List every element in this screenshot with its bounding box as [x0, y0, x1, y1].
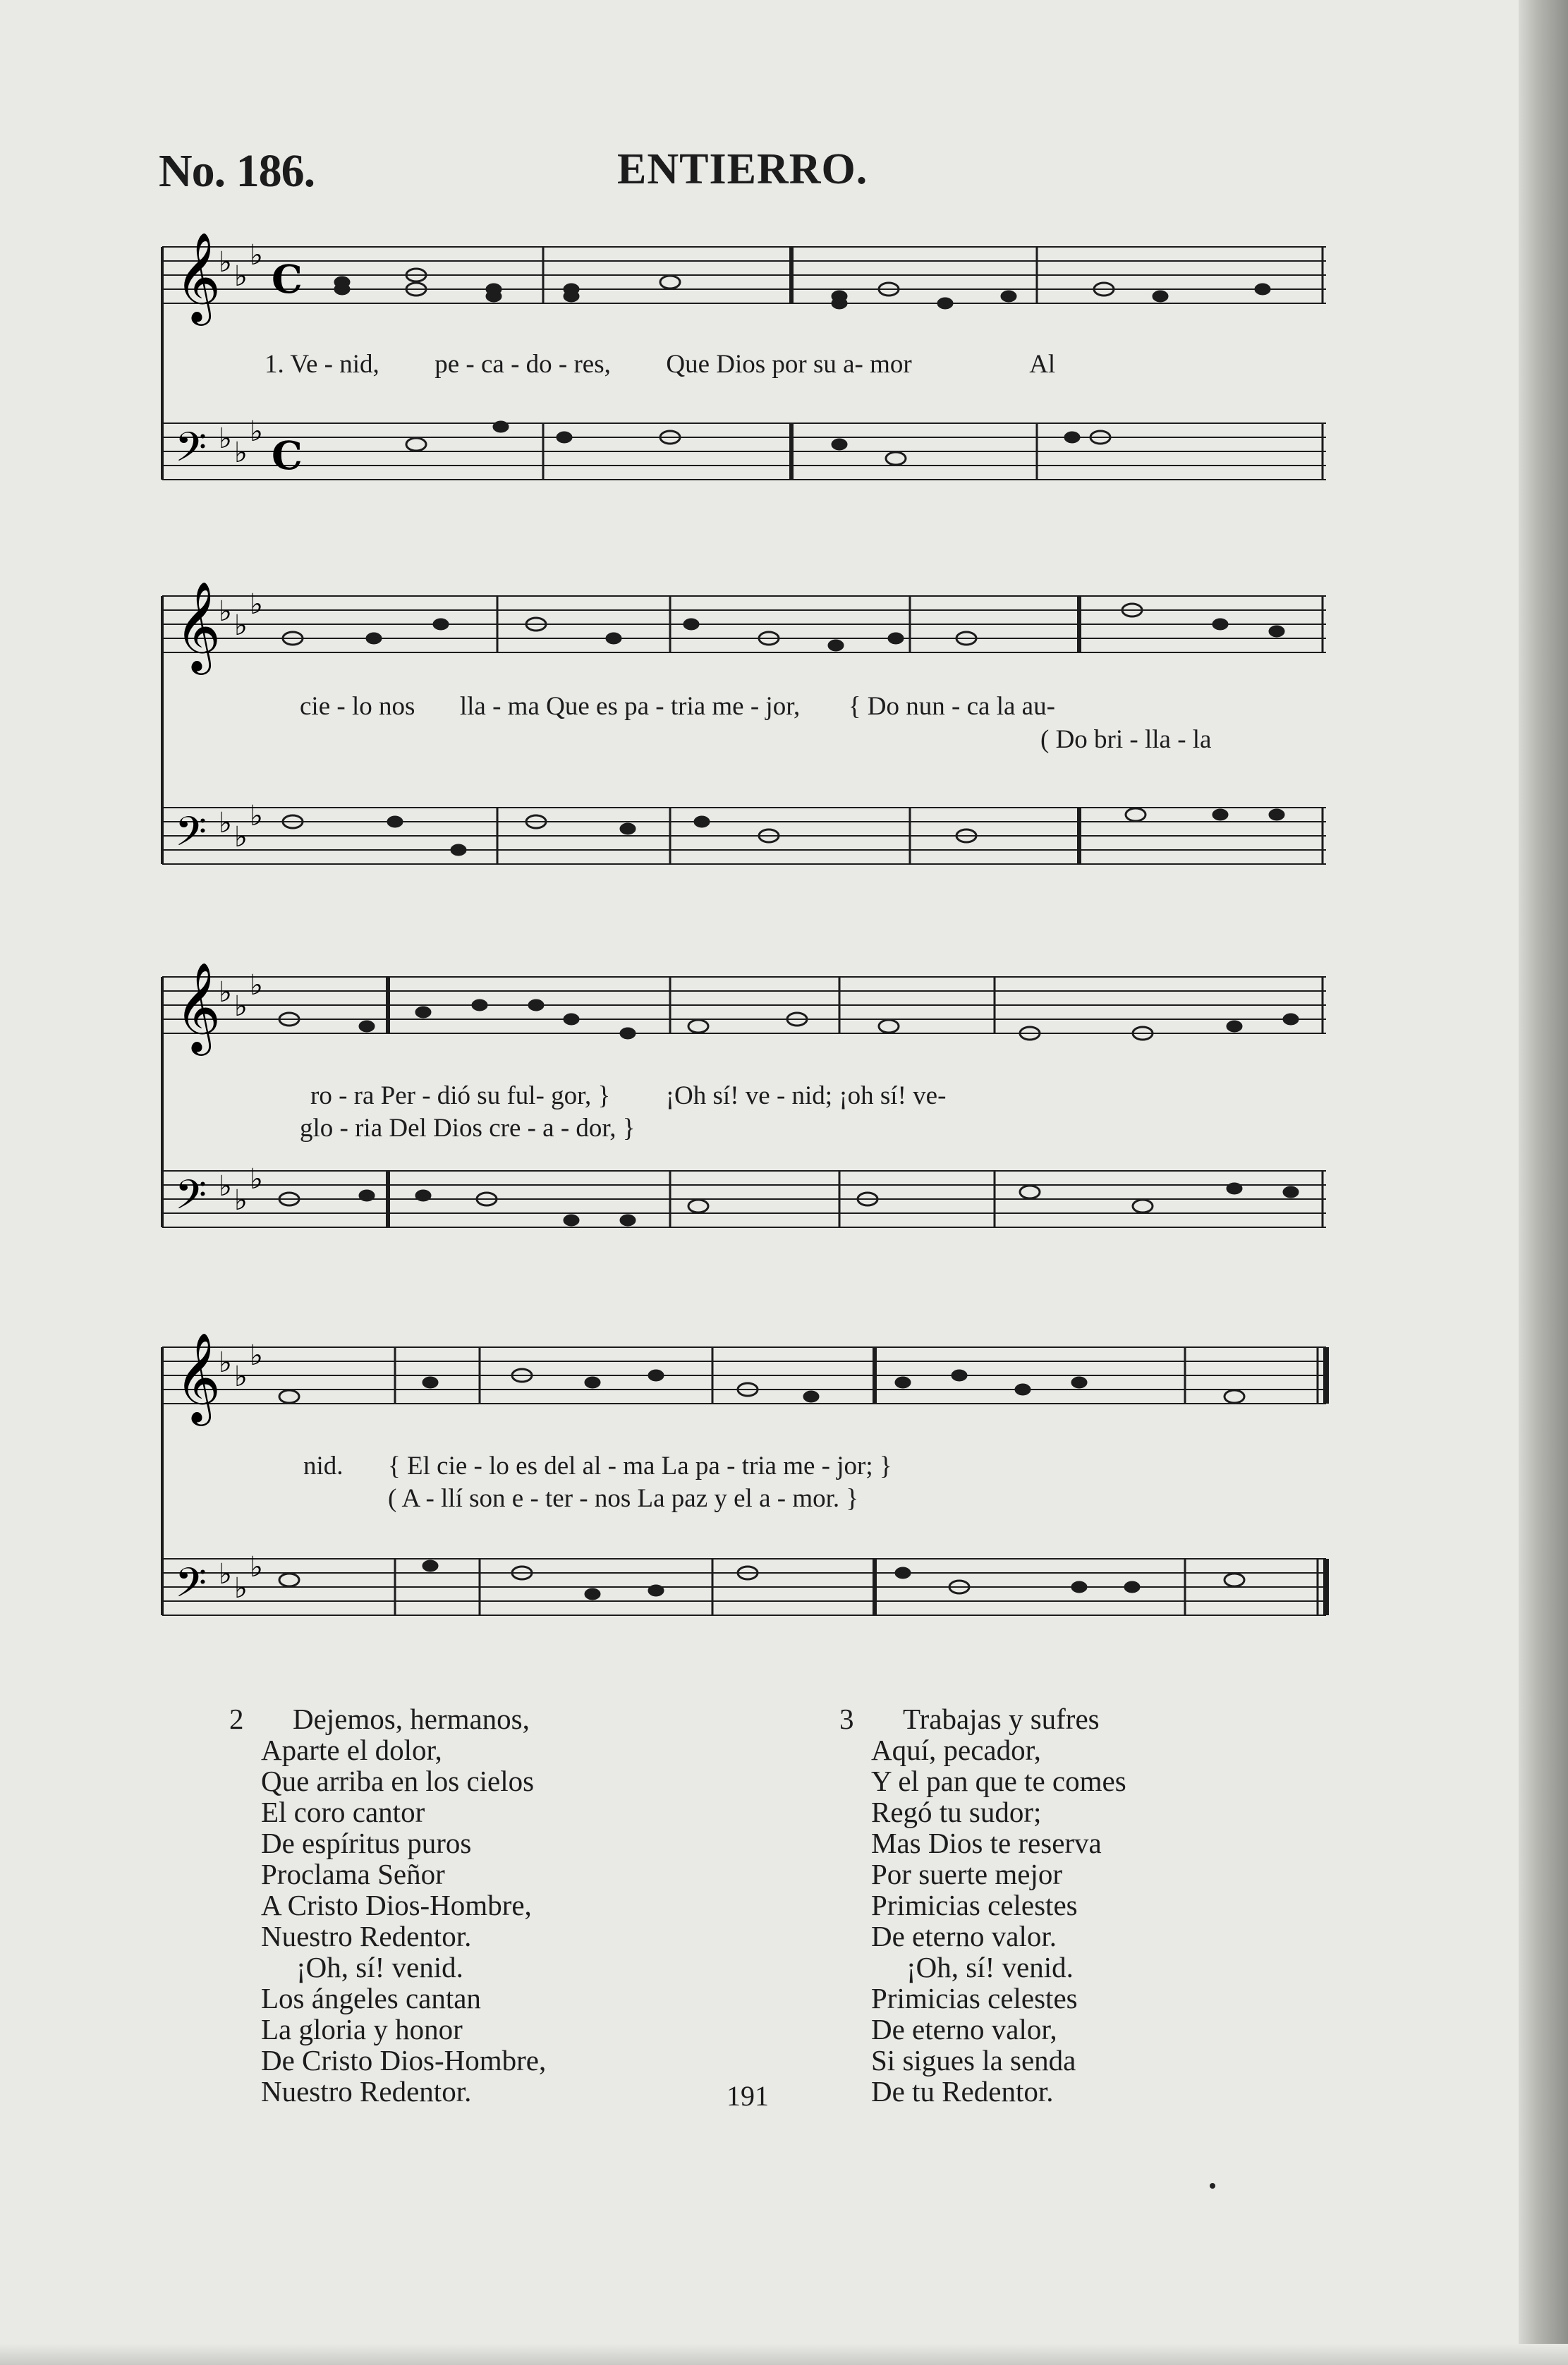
verse-line: Primicias celestes — [871, 1982, 1078, 2014]
svg-text:♭: ♭ — [219, 807, 232, 839]
print-speck — [1210, 2183, 1215, 2189]
svg-text:C: C — [272, 432, 303, 478]
hymn-number: No. 186. — [159, 145, 315, 197]
svg-text:𝄢: 𝄢 — [175, 1559, 207, 1617]
verse-line: De eterno valor. — [871, 1920, 1057, 1952]
lyric-3-2: ¡Oh sí! ve - nid; ¡oh sí! ve- — [665, 1081, 947, 1110]
verse-line: De eterno valor, — [871, 2013, 1057, 2045]
svg-text:♭: ♭ — [250, 239, 263, 272]
page-bottom-shadow — [0, 2344, 1568, 2365]
verse-line: Trabajas y sufres — [903, 1703, 1100, 1735]
verse-line: De tu Redentor. — [871, 2075, 1054, 2108]
svg-text:♭: ♭ — [250, 588, 263, 621]
svg-text:𝄞: 𝄞 — [175, 580, 221, 671]
verse-number: 3 — [839, 1703, 854, 1735]
verse-line: Primicias celestes — [871, 1889, 1078, 1921]
svg-text:♭: ♭ — [234, 1361, 248, 1393]
svg-text:♭: ♭ — [219, 246, 232, 279]
svg-text:♭: ♭ — [219, 1170, 232, 1203]
svg-text:♭: ♭ — [219, 1558, 232, 1591]
bass-staff — [162, 423, 1326, 480]
svg-text:♭: ♭ — [219, 595, 232, 628]
svg-text:♭: ♭ — [250, 415, 263, 448]
svg-text:♭: ♭ — [234, 609, 248, 642]
lyric-3-1: ro - ra Per - dió su ful- gor, } — [310, 1081, 611, 1110]
page-number: 191 — [727, 2080, 769, 2112]
lyrics-system-4-line-1 — [303, 1451, 1326, 1481]
lyrics-system-3-line-1 — [310, 1081, 1333, 1111]
verse-line: Mas Dios te reserva — [871, 1827, 1102, 1859]
verse-line: Y el pan que te comes — [871, 1765, 1126, 1797]
verse-line: Proclama Señor — [261, 1858, 445, 1890]
verse-line: ¡Oh, sí! venid. — [906, 1951, 1074, 1983]
page-edge-shadow — [1519, 0, 1568, 2365]
svg-text:♭: ♭ — [250, 1163, 263, 1196]
lyric-3-3: glo - ria Del Dios cre - a - dor, } — [300, 1114, 636, 1143]
lyrics-system-3-line-2 — [300, 1113, 636, 1143]
lyrics-system-2-line-1 — [300, 691, 1323, 722]
svg-text:♭: ♭ — [219, 422, 232, 455]
lyric-2: pe - ca - do - res, — [434, 350, 611, 379]
verse-line: De Cristo Dios-Hombre, — [261, 2044, 547, 2077]
verse-line: De espíritus puros — [261, 1827, 472, 1859]
verse-line: Aquí, pecador, — [871, 1734, 1041, 1766]
lyric-4-2: { El cie - lo es del al - ma La pa - tria me - jor; } — [388, 1452, 892, 1481]
verse-line: Por suerte mejor — [871, 1858, 1062, 1890]
verse-line: Nuestro Redentor. — [261, 2075, 472, 2108]
lyrics-system-4-line-2 — [388, 1483, 858, 1514]
verse-line: La gloria y honor — [261, 2013, 463, 2045]
lyrics-system-1 — [265, 349, 1287, 379]
verse-line: Nuestro Redentor. — [261, 1920, 472, 1952]
lyric-1: 1. Ve - nid, — [265, 350, 379, 379]
verse-number: 2 — [229, 1703, 244, 1735]
treble-staff — [162, 247, 1326, 303]
lyric-4-1: nid. — [303, 1452, 344, 1481]
lyric-2-1: cie - lo nos — [300, 692, 415, 721]
hymn-title: ENTIERRO. — [617, 145, 868, 193]
verse-line: Que arriba en los cielos — [261, 1765, 535, 1797]
svg-text:♭: ♭ — [219, 1346, 232, 1379]
verse-line: Regó tu sudor; — [871, 1796, 1042, 1828]
verse-3 — [839, 1703, 1126, 2108]
verse-line: Si sigues la senda — [871, 2044, 1076, 2077]
treble-clef-icon: 𝄞 — [175, 231, 221, 322]
svg-text:♭: ♭ — [234, 437, 248, 469]
svg-text:♭: ♭ — [250, 800, 263, 832]
svg-text:♭: ♭ — [234, 990, 248, 1023]
svg-text:♭: ♭ — [234, 260, 248, 293]
svg-text:♭: ♭ — [219, 976, 232, 1009]
lyric-2-4: ( Do bri - lla - la — [1040, 725, 1212, 754]
svg-text:♭: ♭ — [250, 1551, 263, 1583]
lyric-4-3: ( A - llí son e - ter - nos La paz y el a - mor. } — [388, 1484, 859, 1513]
svg-text:♭: ♭ — [234, 821, 248, 853]
svg-text:𝄞: 𝄞 — [175, 1332, 221, 1422]
verse-line: El coro cantor — [261, 1796, 425, 1828]
svg-text:𝄢: 𝄢 — [175, 808, 207, 865]
svg-text:𝄞: 𝄞 — [175, 961, 221, 1052]
lyric-2-3: { Do nun - ca la au- — [848, 692, 1055, 721]
svg-text:C: C — [272, 256, 303, 302]
svg-text:♭: ♭ — [234, 1572, 248, 1605]
verse-line: ¡Oh, sí! venid. — [296, 1951, 463, 1983]
svg-text:♭: ♭ — [250, 969, 263, 1002]
lyric-3: Que Dios por su a- mor — [666, 350, 912, 379]
lyric-4: Al — [1029, 350, 1056, 379]
lyrics-system-2-line-2 — [1040, 724, 1211, 755]
verse-line: A Cristo Dios-Hombre, — [261, 1889, 532, 1921]
lyric-2-2: lla - ma Que es pa - tria me - jor, — [459, 692, 801, 721]
svg-text:♭: ♭ — [250, 1339, 263, 1372]
bass-clef-icon: 𝄢 — [175, 423, 207, 481]
svg-text:♭: ♭ — [234, 1184, 248, 1217]
verse-line: Aparte el dolor, — [261, 1734, 442, 1766]
verse-line: Los ángeles cantan — [261, 1982, 481, 2014]
music-system-3 — [162, 963, 1333, 1259]
verse-2 — [229, 1703, 547, 2108]
verse-line: Dejemos, hermanos, — [293, 1703, 530, 1735]
svg-text:𝄢: 𝄢 — [175, 1171, 207, 1229]
